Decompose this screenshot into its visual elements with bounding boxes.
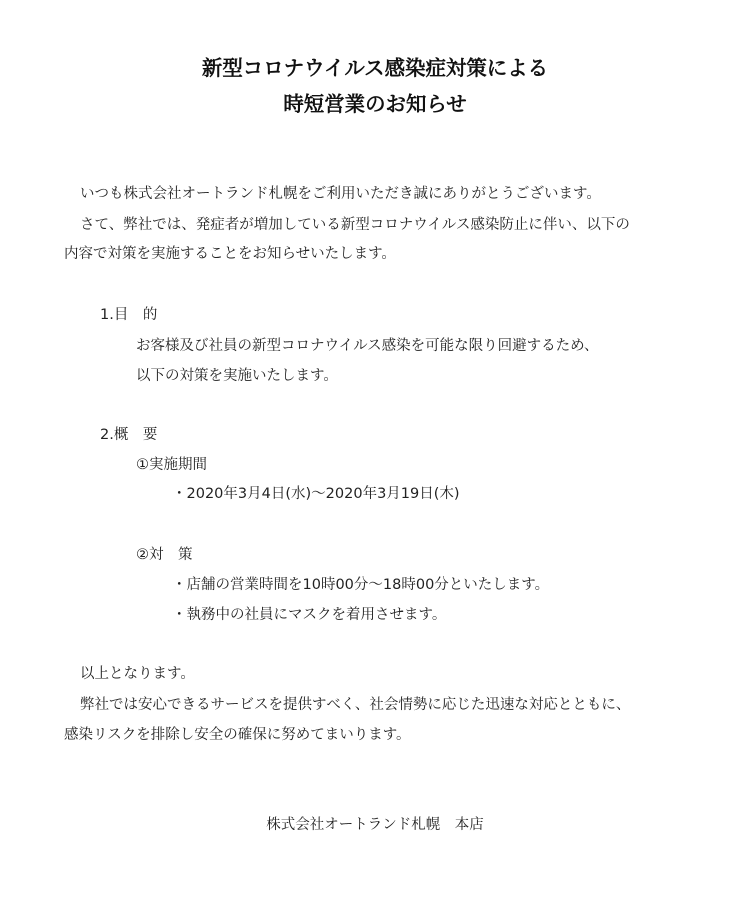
- section-1-body-line-1: お客様及び社員の新型コロナウイルス感染を可能な限り回避するため、: [136, 338, 599, 354]
- section-2-sub-1-heading: ①実施期間: [136, 457, 207, 473]
- section-1-body-line-2: 以下の対策を実施いたします。: [136, 368, 338, 384]
- notice-title-line-2: 時短営業のお知らせ: [283, 92, 467, 116]
- section-2-sub-2-item-2: ・執務中の社員にマスクを着用させます。: [172, 607, 447, 623]
- company-signature: 株式会社オートランド札幌 本店: [266, 817, 484, 833]
- closing-line-2: 弊社では安心できるサービスを提供すべく、社会情勢に応じた迅速な対応とともに、: [80, 697, 631, 713]
- closing-line-1: 以上となります。: [80, 666, 195, 682]
- closing-line-3: 感染リスクを排除し安全の確保に努めてまいります。: [64, 727, 411, 743]
- section-2-sub-1-item: ・2020年3月4日(水)～2020年3月19日(木): [172, 486, 460, 502]
- section-2-heading: 2.概 要: [100, 427, 158, 443]
- intro-line-1: いつも株式会社オートランド札幌をご利用いただき誠にありがとうございます。: [80, 186, 601, 202]
- section-2-sub-2-item-1: ・店舗の営業時間を10時00分～18時00分といたします。: [172, 577, 550, 593]
- section-2-sub-2-heading: ②対 策: [136, 547, 193, 563]
- intro-line-3: 内容で対策を実施することをお知らせいたします。: [64, 246, 396, 262]
- section-1-heading: 1.目 的: [100, 307, 158, 323]
- intro-line-2: さて、弊社では、発症者が増加している新型コロナウイルス感染防止に伴い、以下の: [80, 217, 630, 233]
- notice-title-line-1: 新型コロナウイルス感染症対策による: [201, 56, 549, 80]
